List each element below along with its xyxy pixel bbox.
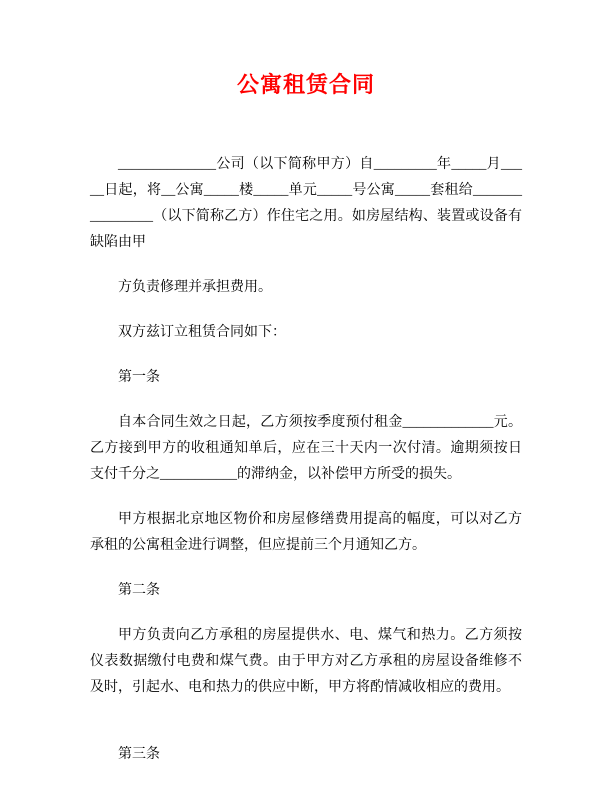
article-3-heading: 第三条 <box>118 747 160 762</box>
paragraph-article2-utilities: 甲方负责向乙方承租的房屋提供水、电、煤气和热力。乙方须按仪表数据缴付电费和煤气费。由于甲方对乙方承租的房屋设备维修不及时，引起水、电和热力的供应中断，甲方将酌情减收相应的费用。 <box>90 628 522 695</box>
article-1-heading: 第一条 <box>118 370 160 385</box>
document-title: 公寓租赁合同 <box>236 72 375 97</box>
paragraph-preamble: 双方兹订立租赁合同如下： <box>118 325 286 340</box>
paragraph-article1-rent-adjustment: 甲方根据北京地区物价和房屋修缮费用提高的幅度，可以对乙方承租的公寓租金进行调整，但应提前三个月通知乙方。 <box>90 512 522 553</box>
paragraph-intro: ______________公司（以下简称甲方）自_________年_____月_____日起，将__公寓_____楼_____单元_____号公寓_____套租给________________（以下简称乙方）作住宅之用。如房屋结构、装置或设备有缺陷由甲 <box>90 157 522 250</box>
paragraph-article1-rent-payment: 自本合同生效之日起，乙方须按季度预付租金_____________元。乙方接到甲方的收租通知单后，应在三十天内一次付清。逾期须按日支付千分之___________的滞纳金，以补偿甲方所受的损失。 <box>90 415 522 482</box>
document-body <box>90 152 522 768</box>
paragraph-intro-continuation: 方负责修理并承担费用。 <box>118 280 272 295</box>
article-2-heading: 第二条 <box>118 583 160 598</box>
